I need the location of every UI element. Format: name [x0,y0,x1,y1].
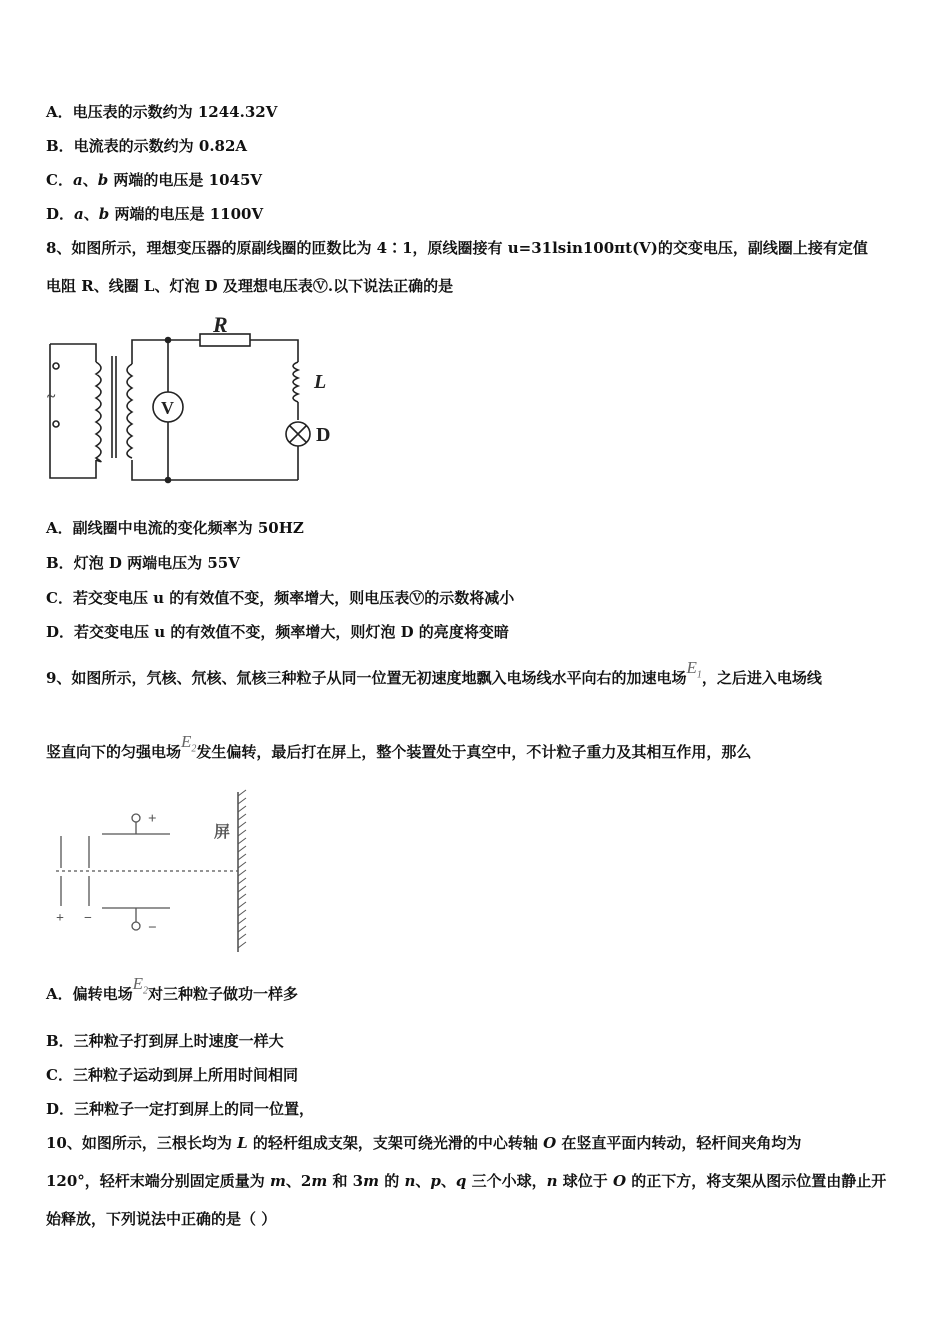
q7-option-a: A．电压表的示数约为 1244.32V [46,103,278,121]
top-terminal [132,814,140,822]
q9-field-diagram [52,788,262,958]
label-r: R [213,312,228,337]
input-terminal-top [53,363,59,369]
label-v: V [161,398,174,418]
q8-stem-line1: 8、如图所示，理想变压器的原副线圈的匝数比为 4∶1，原线圈接有 u=31lsin100πt(V)的交变电压，副线圈上接有定值 [46,239,868,257]
q9-option-b: B．三种粒子打到屏上时速度一样大 [46,1032,284,1050]
top-plus-sign: + [148,811,157,827]
q8-option-d: D．若交变电压 u 的有效值不变，频率增大，则灯泡 D 的亮度将变暗 [46,623,509,641]
q9-option-c: C．三种粒子运动到屏上所用时间相同 [46,1066,298,1084]
e2-symbol: $E_2$ [181,732,197,755]
left-minus-sign: − [84,911,92,926]
label-l: L [314,371,327,393]
q10-stem-line2: 120°，轻杆末端分别固定质量为 m、2m 和 3m 的 n、p、q 三个小球，n 球位于 O 的正下方，将支架从图示位置由静止开 [46,1172,887,1190]
secondary-coil [127,364,132,458]
bottom-minus-sign: − [148,920,157,936]
q8-option-c: C．若交变电压 u 的有效值不变，频率增大，则电压表Ⓥ的示数将减小 [46,589,515,607]
screen-hatching [238,790,246,948]
label-d: D [316,424,331,446]
bottom-terminal [132,922,140,930]
ac-source-symbol: ~ [47,388,56,405]
q9-option-a: A．偏转电场$E_2$对三种粒子做功一样多 [46,974,299,1003]
q7-option-d: D．a、b 两端的电压是 1100V [46,205,264,223]
left-plus-sign: + [56,911,64,926]
q8-stem-line2: 电阻 R、线圈 L、灯泡 D 及理想电压表Ⓥ.以下说法正确的是 [46,277,454,295]
q7-option-c: C．a、b 两端的电压是 1045V [46,171,263,189]
e1-symbol: $E_1$ [686,658,702,681]
q10-stem-line1: 10、如图所示，三根长均为 L 的轻杆组成支架，支架可绕光滑的中心转轴 O 在竖直平面内转动，轻杆间夹角均为 [46,1134,802,1152]
q8-option-a: A．副线圈中电流的变化频率为 50HZ [46,519,304,537]
q10-stem-line3: 始释放，下列说法中正确的是（ ） [46,1210,277,1228]
inductor-l [293,362,298,402]
input-terminal-bottom [53,421,59,427]
e2-symbol-option-a: $E_2$ [132,974,149,997]
q9-option-d: D．三种粒子一定打到屏上的同一位置， [46,1100,315,1118]
screen-label: 屏 [214,824,231,841]
q8-option-b: B．灯泡 D 两端电压为 55V [46,554,240,572]
primary-coil [96,362,101,462]
q9-stem-line1: 9、如图所示，氕核、氘核、氚核三种粒子从同一位置无初速度地飘入电场线水平向右的加速电场$E_1$，之后进入电场线 [46,658,822,687]
q8-circuit-diagram [40,310,350,490]
q7-option-b: B．电流表的示数约为 0.82A [46,137,248,155]
q9-stem-line2: 竖直向下的匀强电场$E_2$发生偏转，最后打在屏上，整个装置处于真空中，不计粒子重力及其相互作用，那么 [46,732,752,761]
